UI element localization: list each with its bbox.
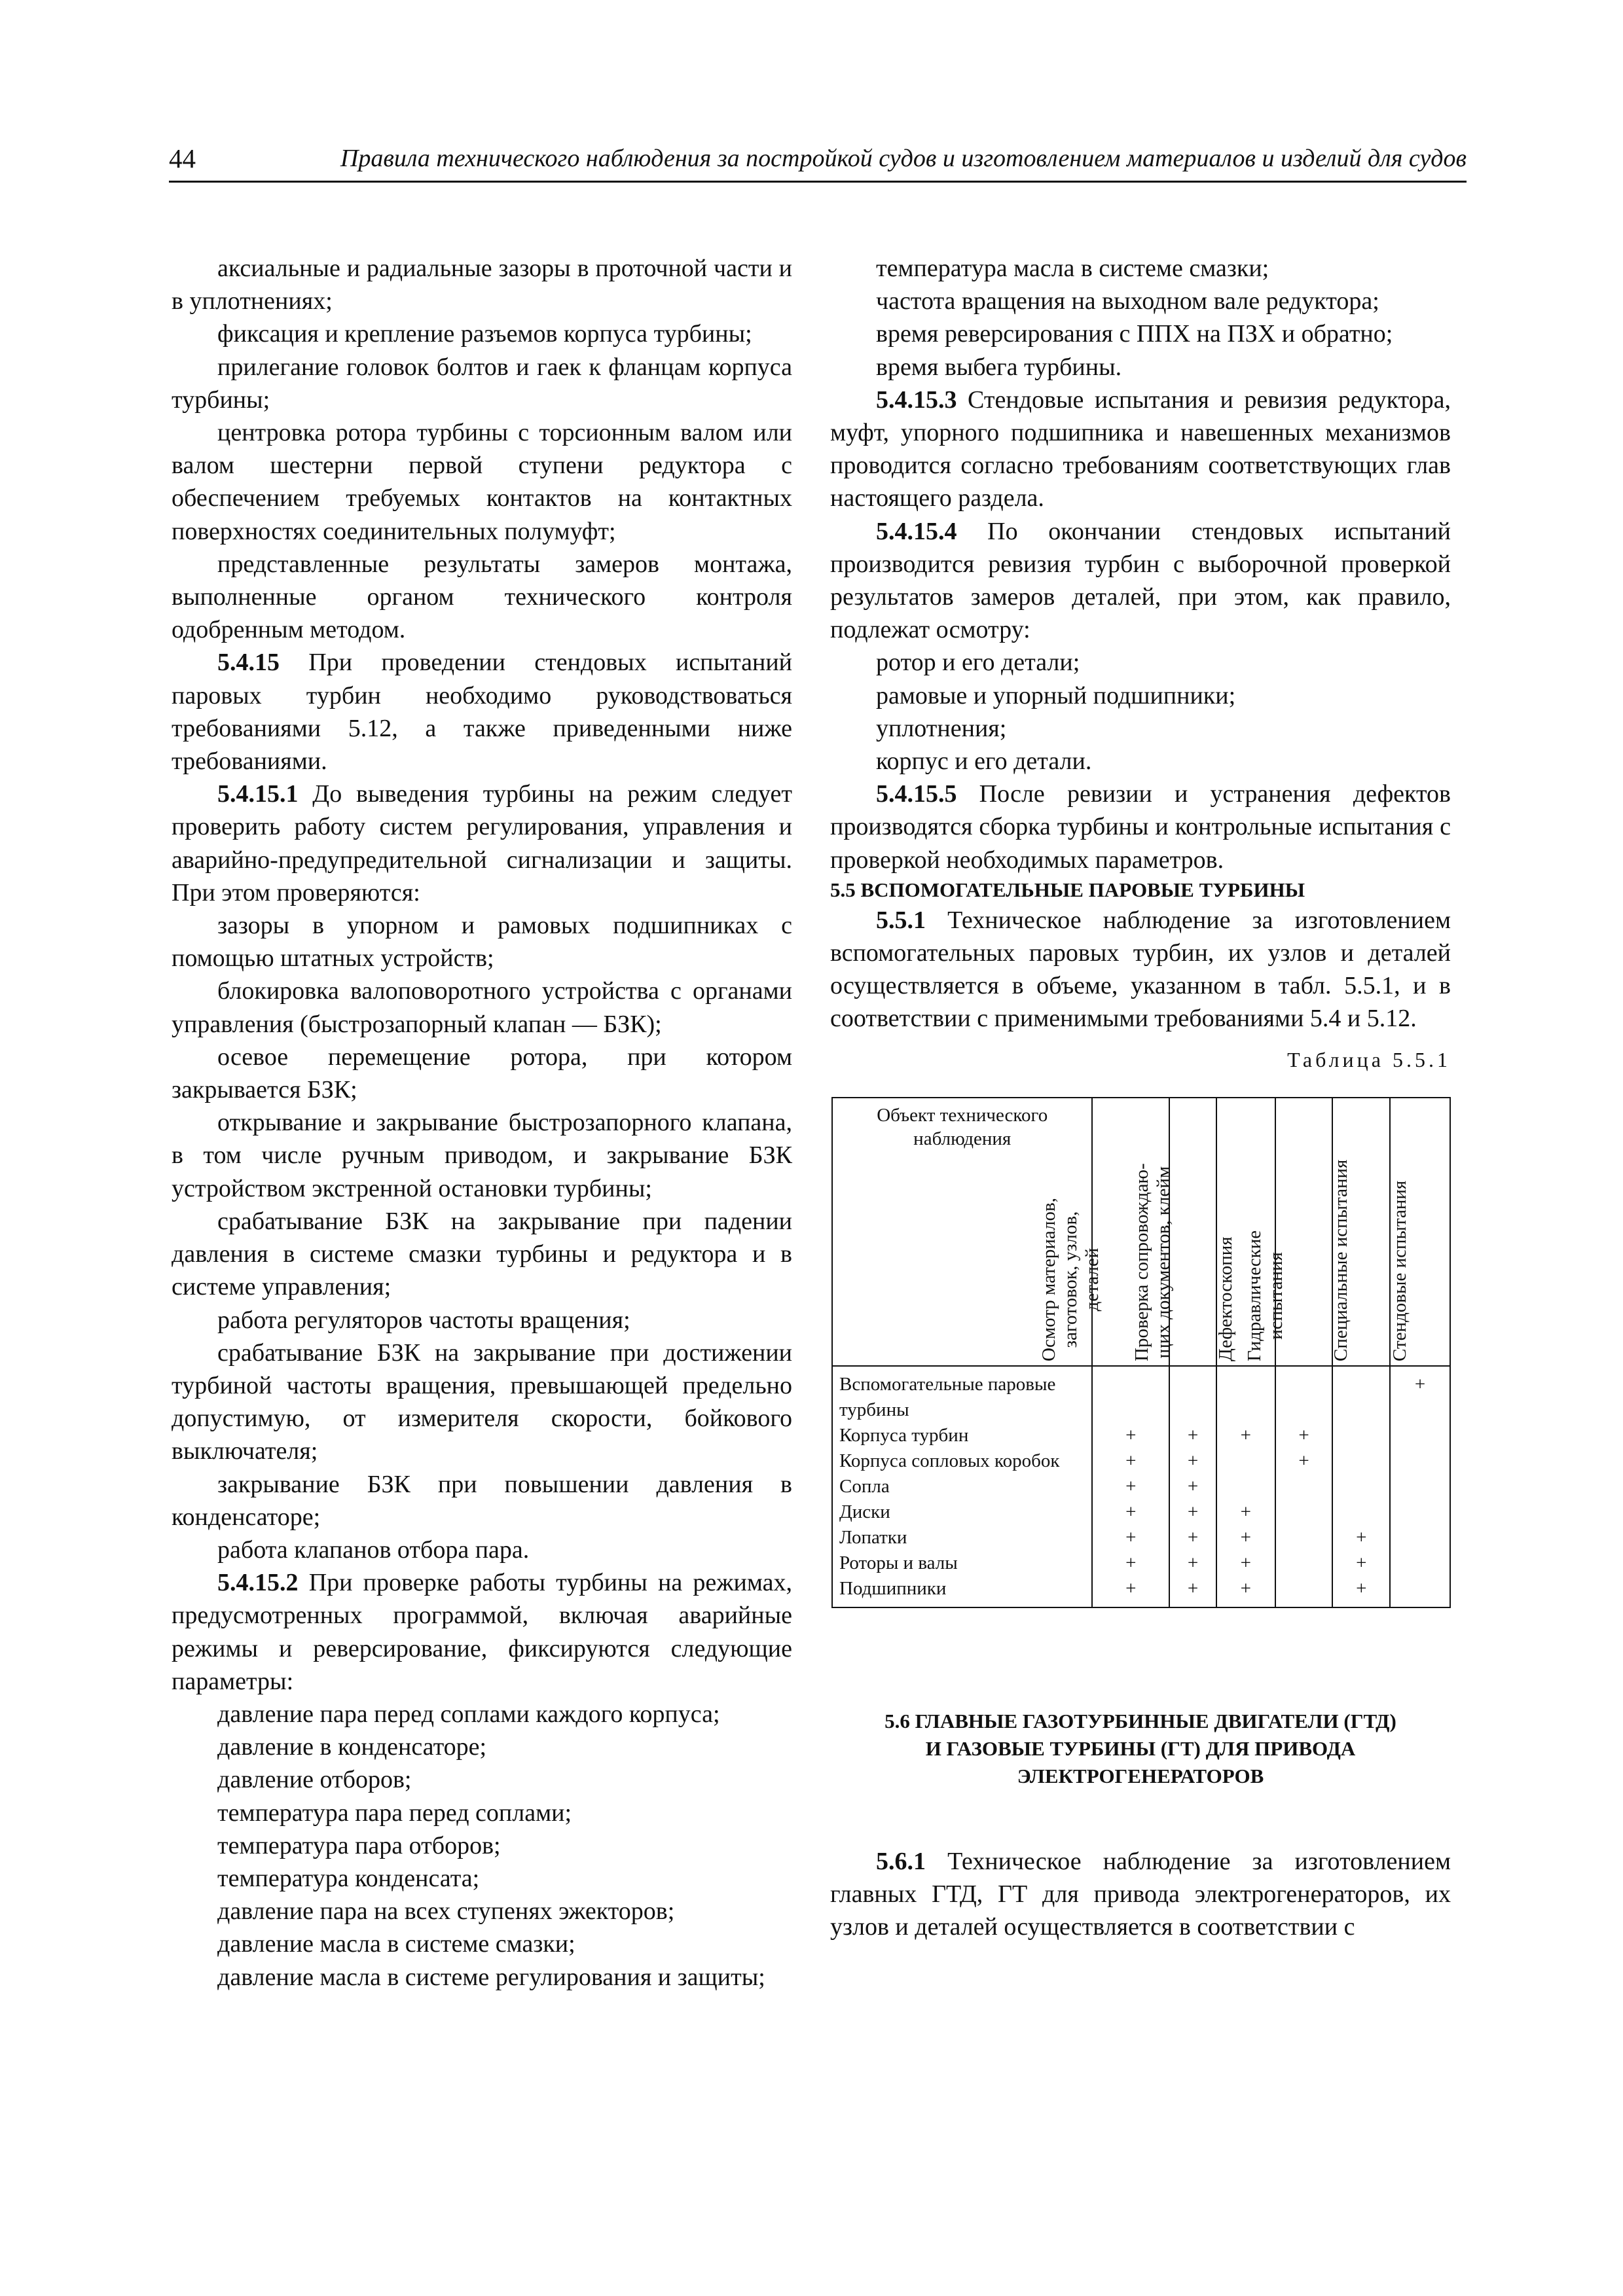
table-cell-mark	[1390, 1576, 1450, 1607]
table-cell-object: Роторы и валы	[832, 1551, 1092, 1576]
table-cell-mark: +	[1092, 1525, 1169, 1551]
list-item: зазоры в упорном и рамовых подшипниках с помощью штатных устройств;	[172, 912, 792, 973]
table-cell-mark: +	[1216, 1551, 1275, 1576]
clause-text: Стендовые испытания и ревизия редуктора, муфт, упорного подшипника и навешенных механизмов проводится согласно требованиям соответствующих глав настоящего раздела.	[830, 386, 1451, 512]
list-item: частота вращения на выходном вале редуктора;	[876, 287, 1379, 315]
table-cell-mark	[1275, 1576, 1333, 1607]
table-cell-object: Корпуса сопловых коробок	[832, 1448, 1092, 1474]
list-item: ротор и его детали;	[876, 649, 1080, 677]
table-cell-mark	[1275, 1525, 1333, 1551]
table-row	[832, 1499, 1450, 1525]
column-header-line: Осмотр материалов,	[1038, 1197, 1060, 1361]
table-cell-mark	[1275, 1551, 1333, 1576]
clause-number: 5.4.15.2	[217, 1569, 299, 1597]
column-header-line: Специальные испытания	[1330, 1159, 1352, 1361]
table-cell-mark: +	[1169, 1499, 1216, 1525]
column-header-line: Дефектоскопия	[1214, 1236, 1236, 1361]
list-item: температура конденсата;	[217, 1864, 480, 1892]
table-cell-mark	[1275, 1474, 1333, 1499]
clause-text: До выведения турбины на режим следует проверить работу систем регулирования, управления и аварийно-предупредительной сигнализации и защиты. При этом проверяются:	[172, 780, 792, 906]
list-item: закрывание БЗК при повышении давления в конденсаторе;	[172, 1470, 792, 1531]
column-header-line: Стендовые испытания	[1389, 1180, 1411, 1361]
list-item: рамовые и упорный подшипники;	[876, 681, 1236, 709]
table-row	[832, 1423, 1450, 1448]
table-cell-object: Сопла	[832, 1474, 1092, 1499]
table-cell-mark: +	[1216, 1576, 1275, 1607]
clause-number: 5.4.15	[217, 649, 280, 677]
table-cell-mark	[1169, 1366, 1216, 1423]
table-cell-mark: +	[1275, 1423, 1333, 1448]
heading-line: И ГАЗОВЫЕ ТУРБИНЫ (ГТ) ДЛЯ ПРИВОДА	[925, 1736, 1356, 1760]
list-item: центровка ротора турбины с торсионным валом или валом шестерни первой ступени редуктора с обеспечением требуемых контактов на контактных поверхностях соединительных полумуфт;	[172, 419, 792, 545]
table-cell-mark: +	[1092, 1474, 1169, 1499]
list-item: давление пара на всех ступенях эжекторов;	[217, 1897, 675, 1926]
list-item: температура пара перед соплами;	[217, 1799, 572, 1827]
list-item: давление масла в системе смазки;	[217, 1930, 575, 1958]
paragraph-5-5-1	[830, 904, 1451, 1035]
column-header-line: щих документов, клейм	[1153, 1166, 1174, 1359]
table-row	[832, 1474, 1450, 1499]
table-cell-mark	[1332, 1366, 1390, 1423]
table-cell-mark	[1275, 1366, 1333, 1423]
list-item: прилегание головок болтов и гаек к фланцам корпуса турбины;	[172, 353, 792, 414]
list-item: давление в конденсаторе;	[217, 1733, 487, 1761]
clause-text: Техническое наблюдение за изготовлением главных ГТД, ГТ для привода электрогенераторов, их узлов и деталей осуществляется в соответствии с	[830, 1847, 1451, 1941]
clause-text: По окончании стендовых испытаний производится ревизия турбин с выборочной проверкой результатов замеров деталей, при этом, как правило, подлежат осмотру:	[830, 517, 1451, 644]
list-item: давление пара перед соплами каждого корпуса;	[217, 1700, 720, 1728]
list-item: осевое перемещение ротора, при котором закрывается БЗК;	[172, 1043, 792, 1104]
list-item: срабатывание БЗК на закрывание при падении давления в системе смазки турбины и редуктора и в системе управления;	[172, 1207, 792, 1301]
paragraph-5-4-15-1	[172, 778, 792, 909]
clause-number: 5.5.1	[876, 906, 926, 934]
clause-text: Техническое наблюдение за изготовлением вспомогательных паровых турбин, их узлов и деталей осуществляется в объеме, указанном в табл. 5.5.1, и в соответствии с применимыми требованиями 5.4 и 5.12.	[830, 906, 1451, 1033]
table-cell-mark: +	[1092, 1499, 1169, 1525]
table-cell-mark: +	[1169, 1474, 1216, 1499]
table-cell-mark	[1390, 1448, 1450, 1474]
list-item: корпус и его детали.	[876, 747, 1092, 776]
list-item: работа регуляторов частоты вращения;	[217, 1306, 630, 1334]
running-title: Правила технического наблюдения за постройкой судов и изготовлением материалов и изделий для судов	[340, 145, 1467, 172]
list-item: работа клапанов отбора пара.	[217, 1535, 530, 1564]
list-item: давление отборов;	[217, 1766, 412, 1794]
table-cell-mark: +	[1092, 1551, 1169, 1576]
table-cell-mark	[1332, 1448, 1390, 1474]
section-heading-5-5: 5.5 ВСПОМОГАТЕЛЬНЫЕ ПАРОВЫЕ ТУРБИНЫ	[830, 878, 1305, 901]
table-cell-mark	[1216, 1474, 1275, 1499]
table-cell-mark	[1216, 1366, 1275, 1423]
table-cell-mark: +	[1169, 1525, 1216, 1551]
clause-text: После ревизии и устранения дефектов производятся сборка турбины и контрольные испытания с проверкой необходимых параметров.	[830, 780, 1451, 874]
table-cell-mark	[1332, 1499, 1390, 1525]
heading-line: 5.6 ГЛАВНЫЕ ГАЗОТУРБИННЫЕ ДВИГАТЕЛИ (ГТД)	[884, 1709, 1396, 1732]
table-cell-mark	[1092, 1366, 1169, 1423]
column-header-line: Проверка сопровождаю-	[1131, 1163, 1152, 1361]
table-cell-mark: +	[1216, 1423, 1275, 1448]
table-cell-mark: +	[1390, 1366, 1450, 1423]
list-item: фиксация и крепление разъемов корпуса турбины;	[217, 320, 752, 348]
table-row	[832, 1525, 1450, 1551]
table-caption: Таблица 5.5.1	[1287, 1047, 1451, 1071]
table-cell-mark	[1390, 1474, 1450, 1499]
table-cell-mark	[1216, 1448, 1275, 1474]
table-cell-mark: +	[1169, 1551, 1216, 1576]
clause-number: 5.4.15.5	[876, 780, 957, 808]
left-column	[172, 252, 792, 1994]
page-header	[169, 143, 1467, 183]
table-cell-mark	[1275, 1499, 1333, 1525]
heading-line: ЭЛЕКТРОГЕНЕРАТОРОВ	[1017, 1764, 1264, 1787]
table-cell-mark: +	[1092, 1423, 1169, 1448]
list-item: температура масла в системе смазки;	[876, 255, 1269, 282]
table-cell-mark: +	[1169, 1423, 1216, 1448]
list-item: блокировка валоповоротного устройства с органами управления (быстрозапорный клапан — БЗК);	[172, 977, 792, 1038]
table-cell-mark	[1390, 1423, 1450, 1448]
paragraph-5-4-15-4	[830, 515, 1451, 647]
column-header-documents	[1131, 1098, 1216, 1366]
column-header-special	[1332, 1098, 1390, 1366]
clause-text: При проведении стендовых испытаний паровых турбин необходимо руководствоваться требованиями 5.12, а также приведенными ниже требованиями.	[172, 649, 792, 776]
clause-number: 5.4.15.3	[876, 386, 957, 414]
page-number: 44	[169, 143, 196, 173]
table-cell-mark: +	[1332, 1525, 1390, 1551]
table-cell-object: Диски	[832, 1499, 1092, 1525]
list-item: уплотнения;	[876, 714, 1007, 742]
table-cell-mark: +	[1169, 1576, 1216, 1607]
list-item: представленные результаты замеров монтажа, выполненные органом технического контроля одобренным методом.	[172, 550, 792, 644]
clause-text: При проверке работы турбины на режимах, предусмотренных программой, включая аварийные режимы и реверсирование, фиксируются следующие параметры:	[172, 1569, 792, 1695]
right-column	[830, 252, 1451, 1943]
table-row	[832, 1576, 1450, 1607]
table-cell-object: Вспомогательные паровые турбины	[832, 1366, 1092, 1423]
paragraph-5-4-15-3	[830, 384, 1451, 515]
table-cell-mark: +	[1332, 1551, 1390, 1576]
table-cell-mark: +	[1169, 1448, 1216, 1474]
list-item: аксиальные и радиальные зазоры в проточной части и в уплотнениях;	[172, 255, 792, 315]
clause-number: 5.4.15.1	[217, 780, 299, 808]
list-item: температура пара отборов;	[217, 1831, 501, 1859]
table-cell-mark	[1390, 1499, 1450, 1525]
column-header-line: испытания	[1265, 1251, 1286, 1340]
section-heading-5-6	[830, 1708, 1451, 1790]
table-cell-mark	[1390, 1551, 1450, 1576]
table-cell-mark: +	[1216, 1525, 1275, 1551]
column-header-object: Объект технического наблюдения	[832, 1098, 1092, 1366]
column-header-bench	[1390, 1098, 1450, 1366]
paragraph-5-4-15-5	[830, 778, 1451, 876]
table-cell-mark: +	[1332, 1576, 1390, 1607]
table-5-5-1	[831, 1097, 1451, 1608]
table-header-row	[832, 1098, 1450, 1366]
table-cell-mark	[1332, 1474, 1390, 1499]
list-item: срабатывание БЗК на закрывание при достижении турбиной частоты вращения, превышающей предельно допустимую, от измерителя скорости, бойкового выключателя;	[172, 1338, 792, 1465]
column-header-line: Гидравлические	[1243, 1230, 1265, 1361]
table-row	[832, 1366, 1450, 1423]
table-cell-mark	[1390, 1525, 1450, 1551]
column-header-line: деталей	[1082, 1247, 1103, 1312]
table-cell-object: Корпуса турбин	[832, 1423, 1092, 1448]
paragraph-5-6-1	[830, 1845, 1451, 1944]
table-row	[832, 1448, 1450, 1474]
list-item: время выбега турбины.	[876, 353, 1122, 381]
paragraph-5-4-15-2	[172, 1566, 792, 1698]
paragraph-5-4-15	[172, 646, 792, 778]
list-item: время реверсирования с ППХ на ПЗХ и обратно;	[876, 320, 1393, 348]
table-cell-mark: +	[1092, 1448, 1169, 1474]
table-row	[832, 1551, 1450, 1576]
list-item: давление масла в системе регулирования и защиты;	[217, 1963, 765, 1991]
table-cell-mark: +	[1216, 1499, 1275, 1525]
table-cell-mark: +	[1092, 1576, 1169, 1607]
clause-number: 5.4.15.4	[876, 517, 957, 545]
table-cell-object: Подшипники	[832, 1576, 1092, 1607]
column-header-hydraulic	[1243, 1098, 1333, 1366]
table-cell-mark: +	[1275, 1448, 1333, 1474]
clause-number: 5.6.1	[876, 1847, 926, 1875]
list-item: открывание и закрывание быстрозапорного клапана, в том числе ручным приводом, и закрывание БЗК устройством экстренной остановки турбины;	[172, 1109, 792, 1202]
column-header-line: заготовок, узлов,	[1060, 1211, 1082, 1348]
table-cell-mark	[1332, 1423, 1390, 1448]
table-cell-object: Лопатки	[832, 1525, 1092, 1551]
